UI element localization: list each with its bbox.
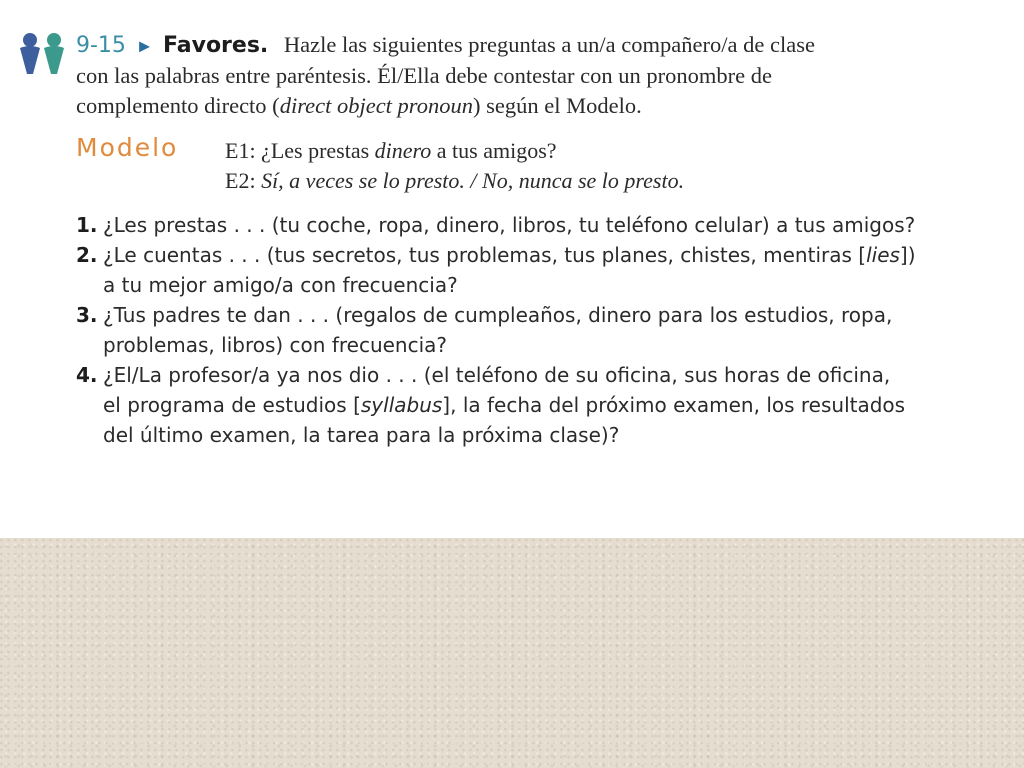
- question-text-italic: lies: [866, 243, 900, 267]
- question-text-end: ], la fecha del próximo examen, los resultados: [442, 393, 906, 417]
- modelo-example: [225, 136, 684, 196]
- question-text-continued: del último examen, la tarea para la próxima clase)?: [103, 423, 620, 447]
- pair-work-icon: [16, 30, 70, 78]
- instructions-line-3: [76, 91, 976, 121]
- question-text: ¿Les prestas . . . (tu coche, ropa, dinero, libros, tu teléfono celular) a tus amigos?: [103, 213, 916, 237]
- modelo-e2: [225, 166, 684, 196]
- question-list: [76, 210, 996, 450]
- question-item-1: [76, 210, 996, 240]
- modelo-e1-start: E1: ¿Les prestas: [225, 138, 375, 163]
- question-text-continued: [103, 390, 996, 420]
- question-number: 3.: [76, 303, 98, 327]
- instructions-line-3-end: ) según el Modelo.: [472, 93, 642, 118]
- background-texture: [0, 538, 1024, 768]
- question-number: 2.: [76, 243, 98, 267]
- modelo-e1-end: a tus amigos?: [431, 138, 557, 163]
- arrow-icon: ►: [135, 36, 154, 56]
- question-text-continued: problemas, libros) con frecuencia?: [103, 333, 448, 357]
- question-text: ¿Tus padres te dan . . . (regalos de cumpleaños, dinero para los estudios, ropa,: [103, 303, 893, 327]
- exercise-header: [76, 30, 976, 121]
- modelo-e2-italic: Sí, a veces se lo presto. / No, nunca se lo presto.: [261, 168, 685, 193]
- question-text: [103, 240, 996, 270]
- question-number: 1.: [76, 213, 98, 237]
- question-text-start: ¿Le cuentas . . . (tus secretos, tus problemas, tus planes, chistes, mentiras [: [103, 243, 867, 267]
- instructions-line-3-italic: direct object pronoun: [279, 93, 473, 118]
- question-item-2: [76, 240, 996, 300]
- modelo-e1-italic: dinero: [374, 138, 432, 163]
- instructions-line-3-start: complemento directo (: [76, 93, 280, 118]
- modelo-label: Modelo: [76, 133, 179, 162]
- modelo-e2-start: E2:: [225, 168, 262, 193]
- exercise-title: Favores.: [163, 33, 269, 58]
- question-text-continued: a tu mejor amigo/a con frecuencia?: [103, 273, 458, 297]
- question-text-italic: syllabus: [360, 393, 443, 417]
- modelo-e1: [225, 136, 684, 166]
- question-text-start: el programa de estudios [: [103, 393, 361, 417]
- question-text: ¿El/La profesor/a ya nos dio . . . (el teléfono de su oficina, sus horas de oficina,: [103, 363, 891, 387]
- instructions-line-2: con las palabras entre paréntesis. Él/Ella debe contestar con un pronombre de: [76, 63, 772, 88]
- question-item-4: [76, 360, 996, 450]
- question-item-3: [76, 300, 996, 360]
- question-text-end: ]): [899, 243, 916, 267]
- exercise-number: 9-15: [76, 33, 126, 58]
- question-number: 4.: [76, 363, 98, 387]
- instructions-line-1: Hazle las siguientes preguntas a un/a compañero/a de clase: [283, 32, 815, 57]
